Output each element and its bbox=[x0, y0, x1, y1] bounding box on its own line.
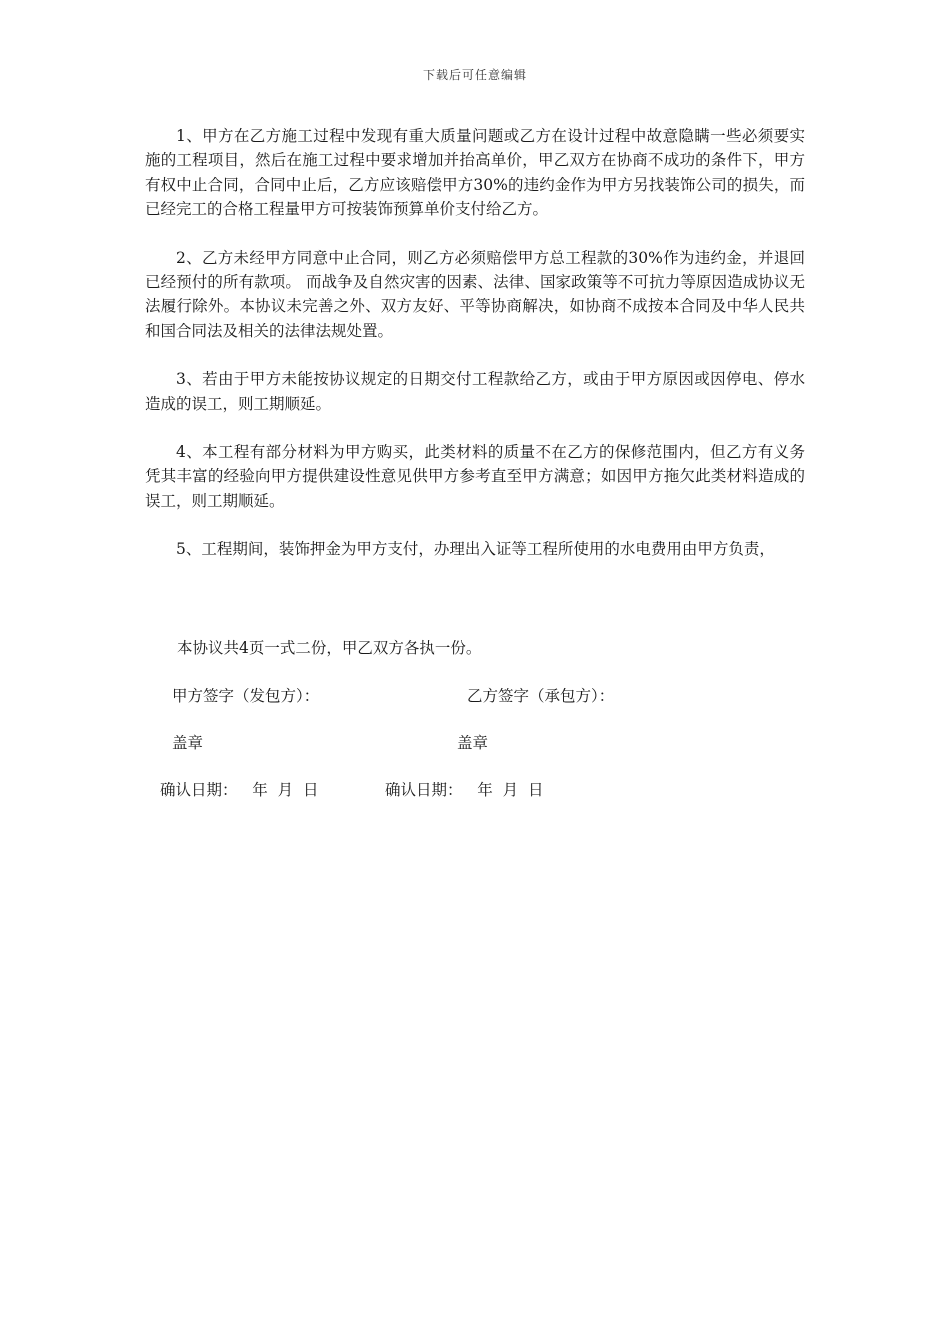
party-a-signature-label: 甲方签字（发包方）： bbox=[172, 687, 320, 705]
contract-clauses bbox=[145, 124, 805, 586]
copies-note: 本协议共4页一式二份，甲乙双方各执一份。 bbox=[177, 639, 482, 657]
party-b-confirm-date: 确认日期： 年 月 日 bbox=[385, 781, 544, 799]
clause-3: 3、若由于甲方未能按协议规定的日期交付工程款给乙方，或由于甲方原因或因停电、停水造成的误工，则工期顺延。 bbox=[145, 370, 805, 413]
party-b-signature-label: 乙方签字（承包方）： bbox=[467, 687, 615, 705]
clause-1: 1、甲方在乙方施工过程中发现有重大质量问题或乙方在设计过程中故意隐瞒一些必须要实施的工程项目，然后在施工过程中要求增加并抬高单价，甲乙双方在协商不成功的条件下，甲方有权中止合同，合同中止后，乙方应该赔偿甲方30%的违约金作为甲方另找装饰公司的损失，而已经完工的合格工程量甲方可按装饰预算单价支付给乙方。 bbox=[145, 127, 805, 219]
party-b-seal-label: 盖章 bbox=[457, 734, 489, 752]
clause-4: 4、本工程有部分材料为甲方购买，此类材料的质量不在乙方的保修范围内，但乙方有义务凭其丰富的经验向甲方提供建设性意见供甲方参考直至甲方满意；如因甲方拖欠此类材料造成的误工，则工期顺延。 bbox=[145, 443, 805, 510]
party-a-seal-label: 盖章 bbox=[172, 734, 204, 752]
clause-2: 2、乙方未经甲方同意中止合同，则乙方必须赔偿甲方总工程款的30%作为违约金，并退回已经预付的所有款项。 而战争及自然灾害的因素、法律、国家政策等不可抗力等原因造成协议无法履行除外。本协议未完善之外、双方友好、平等协商解决，如协商不成按本合同及中华人民共和国合同法及相关的法律法规处置。 bbox=[145, 248, 805, 340]
clause-5: 5、工程期间，装饰押金为甲方支付，办理出入证等工程所使用的水电费用由甲方负责， bbox=[176, 540, 775, 559]
party-a-confirm-date: 确认日期： 年 月 日 bbox=[160, 781, 319, 799]
page-header: 下载后可任意编辑 bbox=[422, 68, 527, 82]
